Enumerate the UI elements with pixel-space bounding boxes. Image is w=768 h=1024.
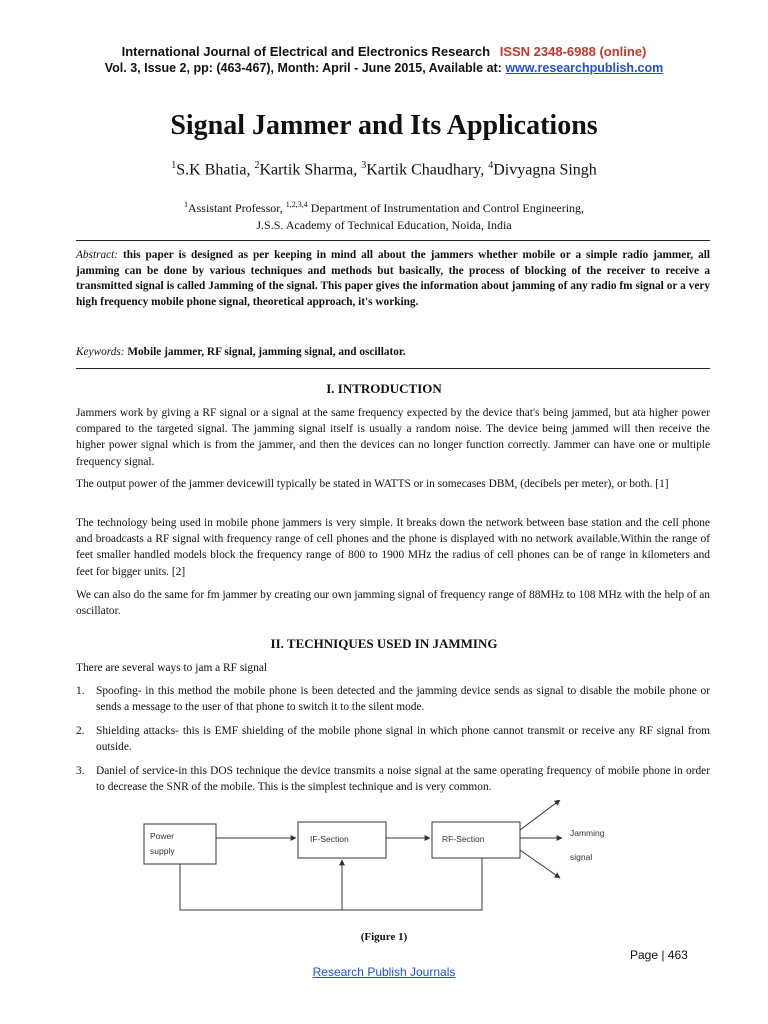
list-number: 3. <box>76 765 85 777</box>
list-text: Daniel of service-in this DOS technique the device transmits a noise signal at the same operating frequency of mobile phone in order to decrease the SNR of the mobile. This is the simplest technique and is very common. <box>96 765 710 794</box>
page-number: Page | 463 <box>630 948 688 962</box>
abstract-text: this paper is designed as per keeping in mind all about the jammers whether mobile or a simple radio jammer, all jamming can be done by various techniques and methods but basically, the process of blocking of the receiver to receive a transmitted signal is called Jamming of the signal. This paper gives the information about jamming of any radio fm signal or a very high frequency mobile phone signal, theoretical approach, it's working. <box>76 249 710 308</box>
intro-paragraph-3: The technology being used in mobile phone jammers is very simple. It breaks down the network between base station and the cell phone and broadcasts a RF signal with frequency range of cell phones and the phone is displayed with no network available.Within the range of feet smaller handled models block the frequency range of 800 to 1900 MHz the radius of cell phones can be of range in kilometers and feet for bigger units. [2] <box>76 517 710 578</box>
affil-dept: Department of Instrumentation and Control Engineering, <box>307 201 585 215</box>
affiliation <box>0 196 768 234</box>
journal-name: International Journal of Electrical and Electronics Research <box>121 44 491 59</box>
list-item <box>76 683 710 715</box>
if-section-label: IF-Section <box>310 834 349 844</box>
list-number: 1. <box>76 685 85 697</box>
author-name: Kartik Chaudhary, <box>366 161 489 179</box>
rf-section-label: RF-Section <box>442 834 485 844</box>
list-item <box>76 763 710 795</box>
affiliation-line-1 <box>0 196 768 217</box>
keywords-text: Mobile jammer, RF signal, jamming signal, and oscillator. <box>124 346 406 358</box>
author-sup: 2 <box>254 160 260 171</box>
issn: ISSN 2348-6988 (online) <box>499 44 647 59</box>
keywords-label: Keywords: <box>76 346 125 358</box>
journal-header <box>0 44 768 59</box>
techniques-intro: There are several ways to jam a RF signal <box>76 662 268 674</box>
paper-title: Signal Jammer and Its Applications <box>170 110 598 141</box>
list-item <box>76 723 710 755</box>
journal-url-link[interactable]: www.researchpublish.com <box>505 61 664 75</box>
footer-publisher-link[interactable]: Research Publish Journals <box>312 965 456 979</box>
jamming-label-1: Jamming <box>570 828 605 838</box>
author-sup: 3 <box>361 160 367 171</box>
abstract-top-rule <box>76 240 710 241</box>
intro-paragraph-1: Jammers work by giving a RF signal or a signal at the same frequency expected by the device that's being jammed, but ata higher power compared to the targeted signal. The jamming signal itself is usually a random noise. The device being jammed will then receive the higher power signal which is from the jammer, and then the devices can no longer function correctly. Jammer can have one or multiple frequency signal. <box>76 407 710 468</box>
power-label-1: Power <box>150 831 175 841</box>
intro-paragraph-2: The output power of the jammer devicewill typically be stated in WATTS or in somecases DBM, (decibels per meter), or both. [1] <box>76 478 669 490</box>
affil-role: Assistant Professor, <box>187 201 286 215</box>
figure-caption: (Figure 1) <box>360 931 408 943</box>
author-sup: 4 <box>488 160 494 171</box>
antenna-arrow-up <box>520 800 560 830</box>
abstract <box>76 248 710 310</box>
list-text: Spoofing- in this method the mobile phone is been detected and the jamming device sends as signal to disable the mobile phone or sends a message to the user of that phone to switch it to the silent mode. <box>96 685 710 714</box>
author-list <box>0 160 768 179</box>
block-diagram <box>130 800 630 920</box>
author-name: Kartik Sharma, <box>259 161 362 179</box>
feedback-line <box>180 858 482 910</box>
list-text: Shielding attacks- this is EMF shielding of the mobile phone signal in which phone cannot transmit or receive any RF signal from outside. <box>96 725 710 754</box>
jamming-label-2: signal <box>570 852 593 862</box>
power-supply-block <box>144 824 216 864</box>
abstract-label: Abstract: <box>76 249 119 261</box>
keywords <box>76 346 710 358</box>
affiliation-institute: J.S.S. Academy of Technical Education, Noida, India <box>256 218 512 232</box>
footer <box>0 965 768 979</box>
rf-section-block <box>432 822 520 858</box>
volume-info: Vol. 3, Issue 2, pp: (463-467), Month: April - June 2015, Available at: <box>104 61 506 75</box>
antenna-arrow-down <box>520 850 560 878</box>
affil-sup: 1 <box>183 200 188 209</box>
author-name: S.K Bhatia, <box>176 161 255 179</box>
section-heading-introduction: I. INTRODUCTION <box>326 381 442 396</box>
list-number: 2. <box>76 725 85 737</box>
power-label-2: supply <box>150 846 175 856</box>
author-name: Divyagna Singh <box>493 161 597 179</box>
affil-sup: 1,2,3,4 <box>285 200 308 209</box>
intro-paragraph-4: We can also do the same for fm jammer by creating our own jamming signal of frequency range of 88MHz to 108 MHz with the help of an oscillator. <box>76 589 710 618</box>
if-section-block <box>298 822 386 858</box>
section-heading-techniques: II. TECHNIQUES USED IN JAMMING <box>270 636 498 651</box>
volume-line <box>0 61 768 75</box>
author-sup: 1 <box>171 160 177 171</box>
abstract-bottom-rule <box>76 368 710 369</box>
